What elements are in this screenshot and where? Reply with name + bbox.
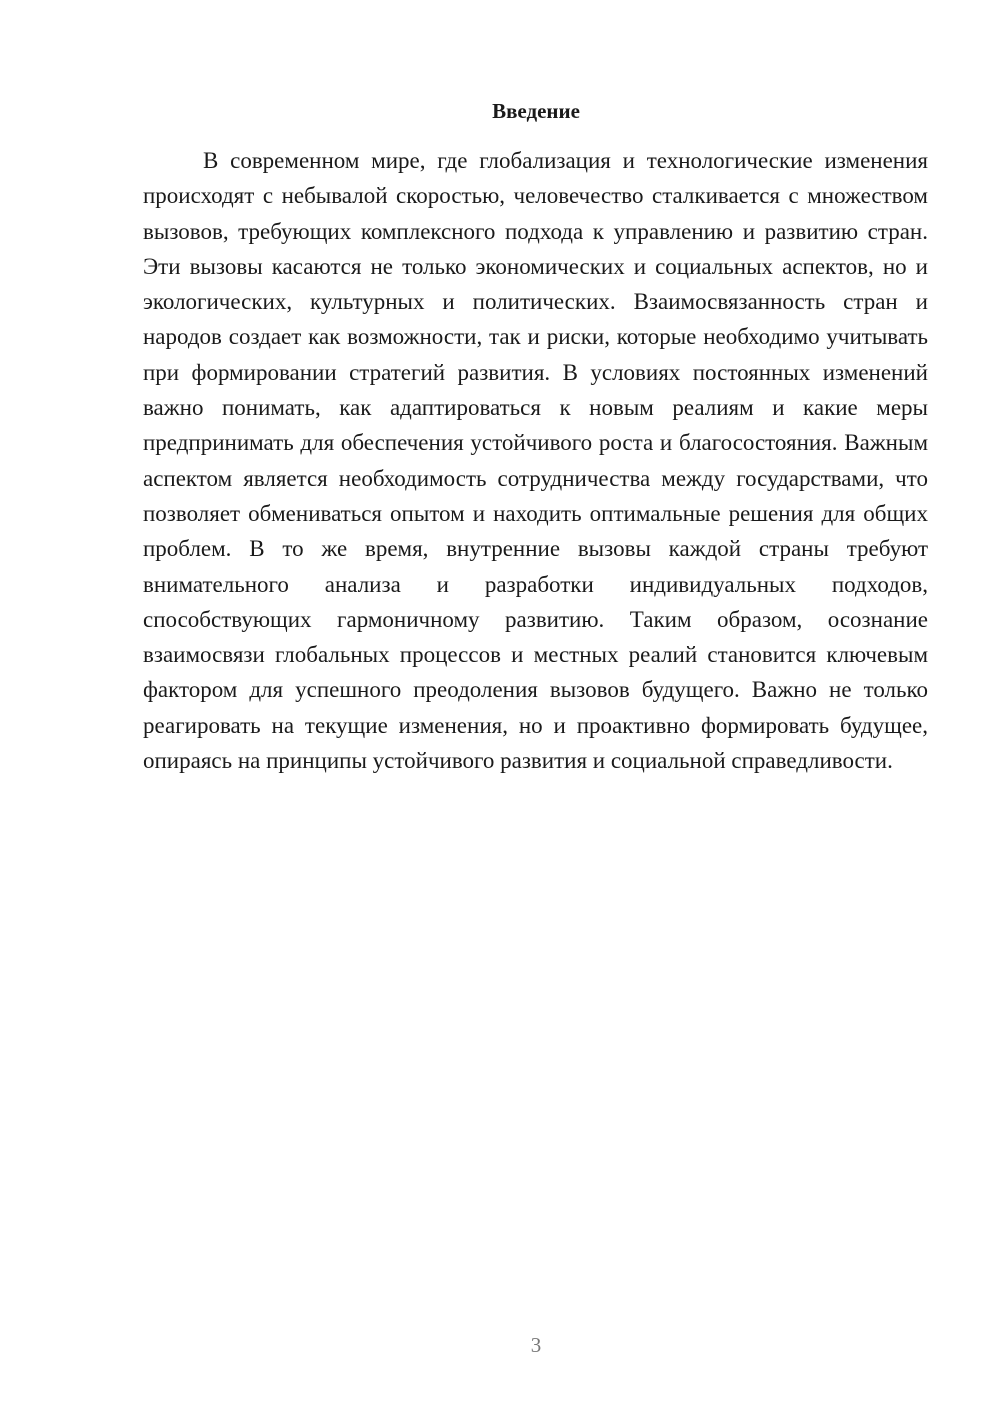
section-heading: Введение <box>492 99 580 123</box>
body-paragraph: В современном мире, где глобализация и технологические изменения происходят с небывалой скоростью, человечество сталкивается с множеством вызовов, требующих комплексного подхода к управлению и развитию стран. Эти вызовы касаются не только экономических и социальных аспектов, но и экологических, культурных и политических. Взаимосвязанность стран и народов создает как возможности, так и риски, которые необходимо учитывать при формировании стратегий развития. В условиях постоянных изменений важно понимать, как адаптироваться к новым реалиям и какие меры предпринимать для обеспечения устойчивого роста и благосостояния. Важным аспектом является необходимость сотрудничества между государствами, что позволяет обмениваться опытом и находить оптимальные решения для общих проблем. В то же время, внутренние вызовы каждой страны требуют внимательного анализа и разработки индивидуальных подходов, способствующих гармоничному развитию. Таким образом, осознание взаимосвязи глобальных процессов и местных реалий становится ключевым фактором для успешного преодоления вызовов будущего. Важно не только реагировать на текущие изменения, но и проактивно формировать будущее, опираясь на принципы устойчивого развития и социальной справедливости. <box>143 148 928 774</box>
page-number: 3 <box>530 1333 542 1357</box>
